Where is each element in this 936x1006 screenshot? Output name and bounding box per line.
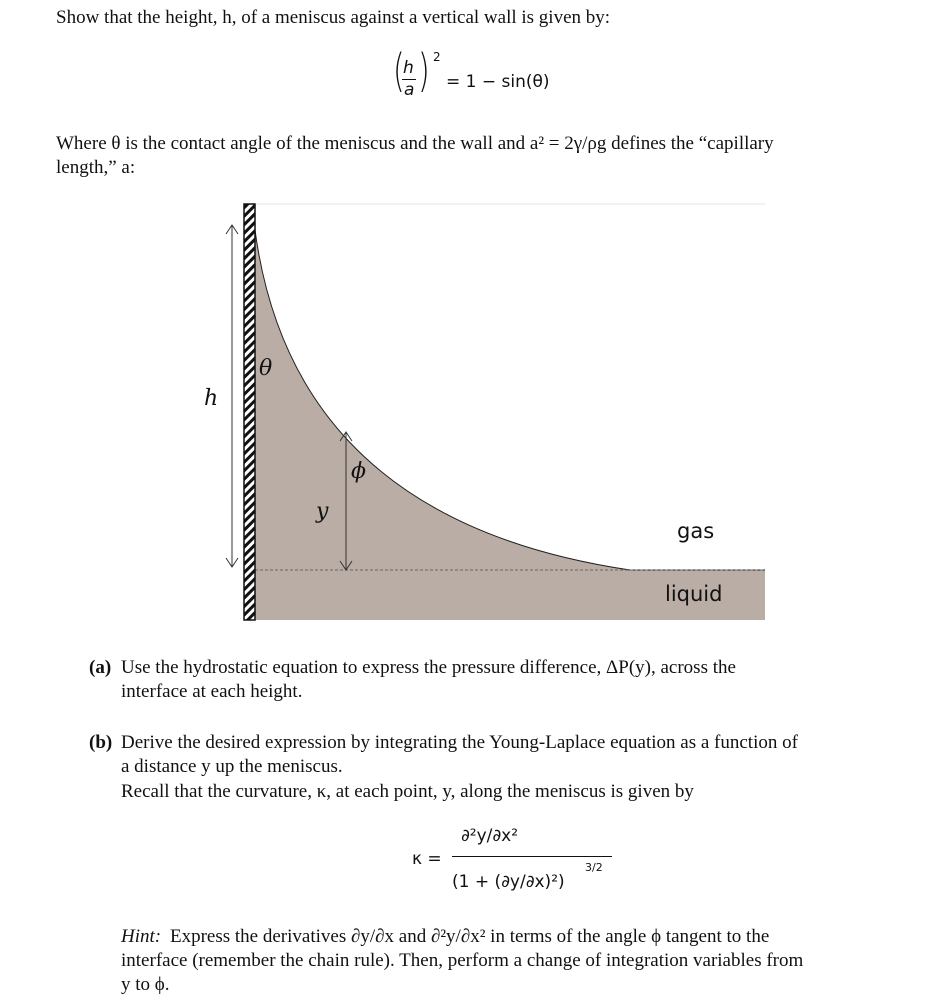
fraction-bar: [452, 856, 612, 857]
liquid-region: [255, 230, 765, 620]
label-phi: ϕ: [351, 459, 366, 484]
exponent-three-halves: 3/2: [585, 861, 603, 874]
label-theta: θ: [259, 356, 273, 381]
h-arrow: [226, 225, 238, 567]
label-h: h: [204, 386, 219, 411]
left-paren: (: [393, 45, 405, 98]
where-line-1: Where θ is the contact angle of the meniscus and the wall and a² = 2γ/ρg defines the “capillary: [56, 133, 774, 154]
intro-text: Show that the height, h, of a meniscus against a vertical wall is given by:: [56, 7, 611, 28]
wall: [244, 204, 255, 620]
where-line-2: length,” a:: [56, 157, 136, 178]
label-y: y: [316, 499, 329, 524]
right-paren: ): [418, 45, 430, 98]
label-liquid: liquid: [665, 582, 723, 606]
label-gas: gas: [677, 519, 715, 543]
